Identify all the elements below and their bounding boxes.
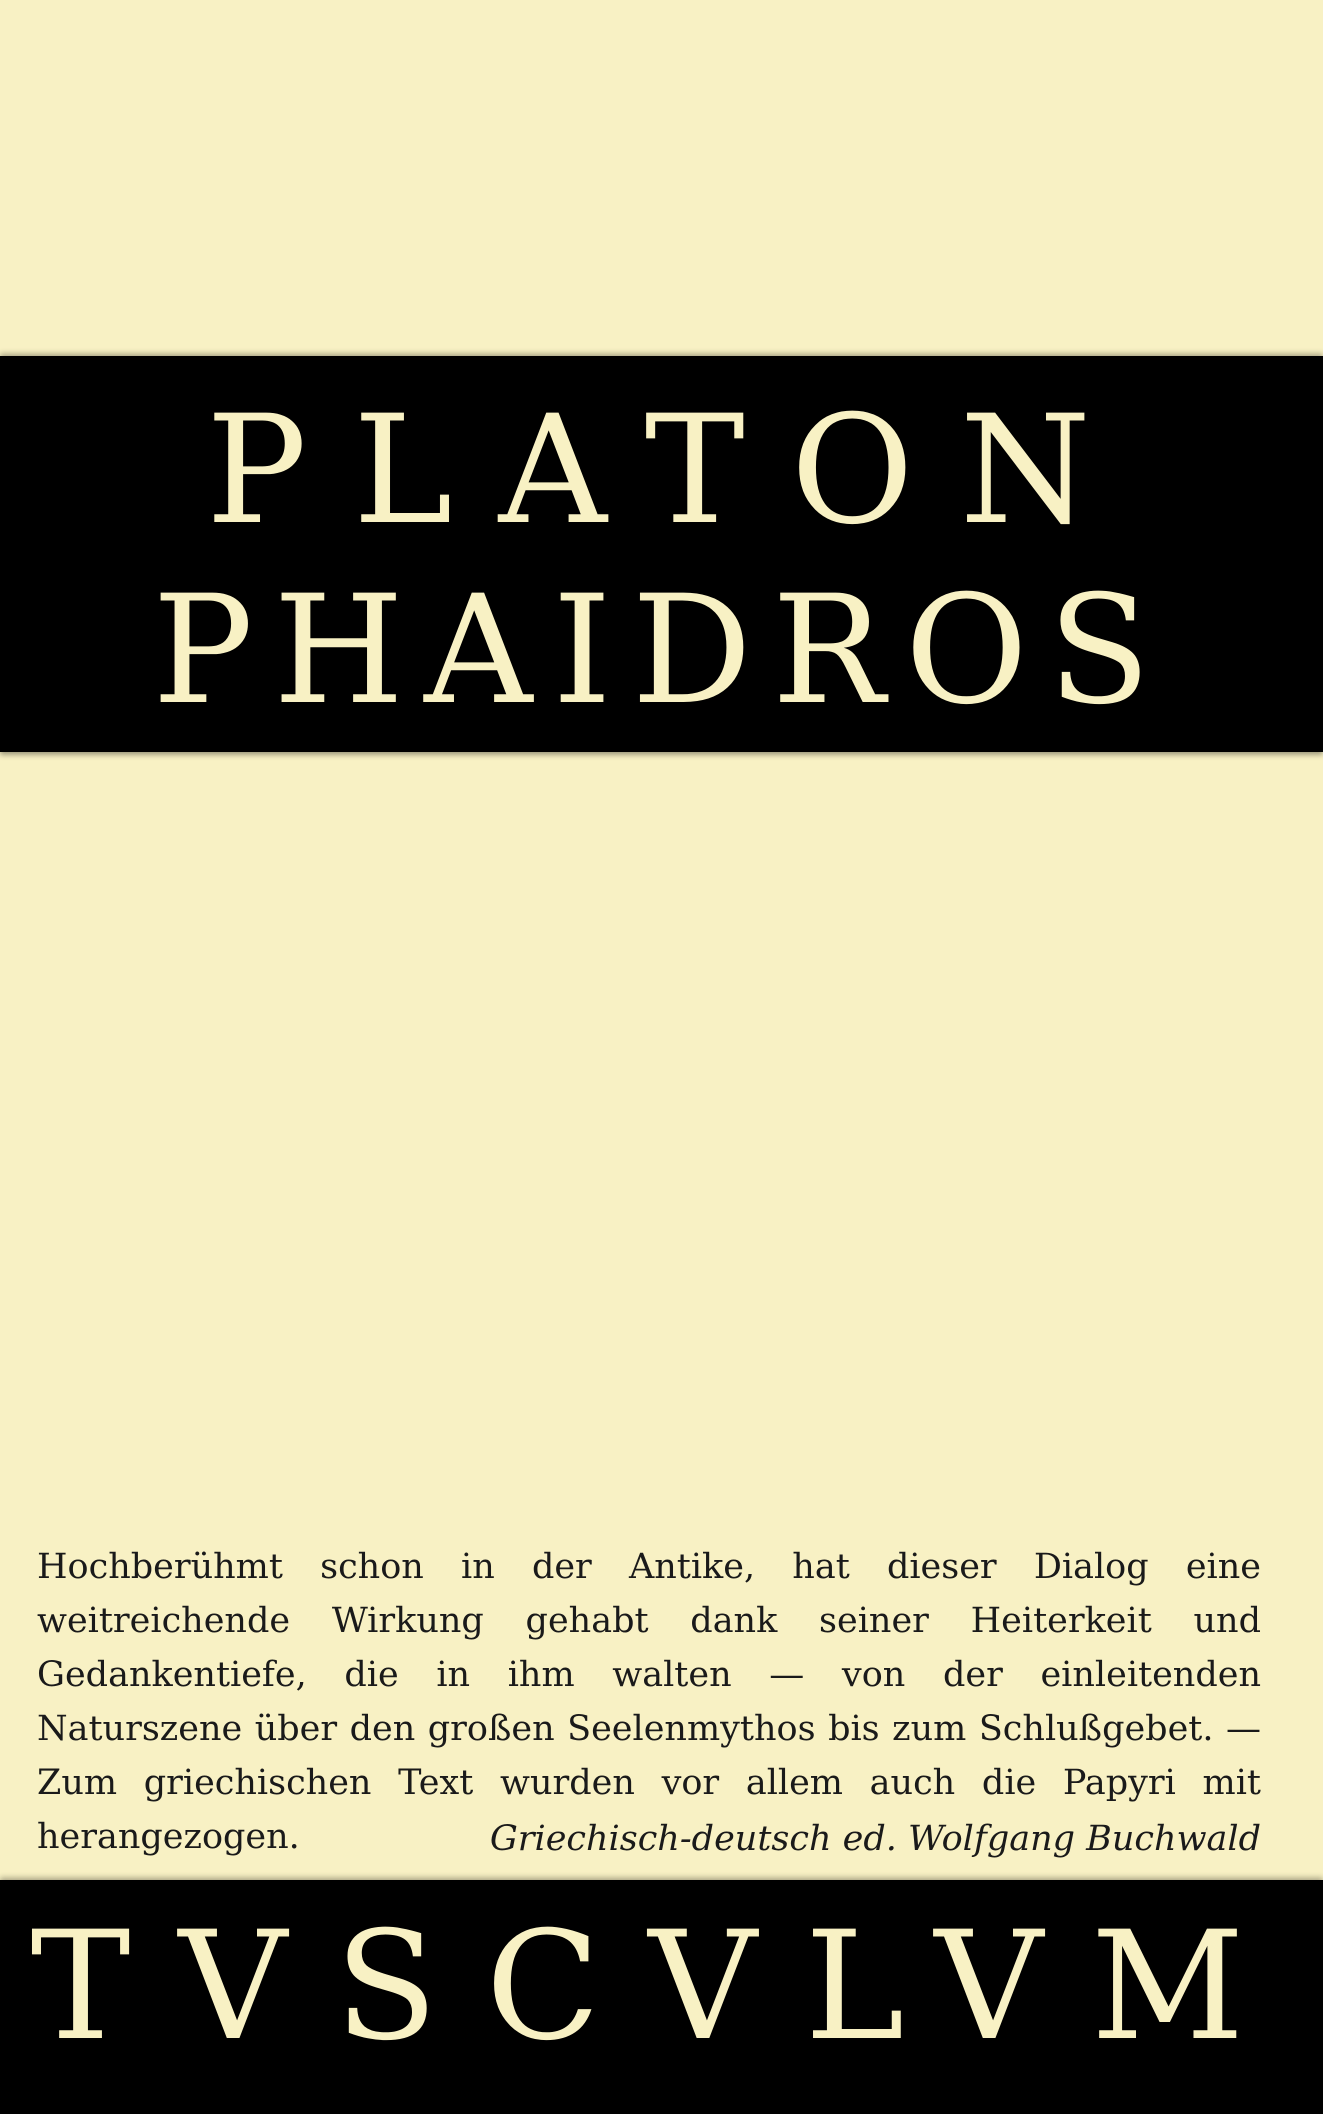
series-name: TVSCVLVM bbox=[30, 1900, 1293, 2074]
blurb-text: Hochberühmt schon in der Antike, hat dieser Dialog eine weitreichende Wirkung gehabt dank seiner Heiterkeit und Gedankentiefe, die in ihm walten — von der einleitenden Naturszene über den großen Seelenmythos bis zum Schlußgebet. — Zum griechischen Text wurden vor allem auch die Papyri mit herangezogen. bbox=[37, 1547, 1261, 1857]
author-name: PLATON bbox=[206, 384, 1137, 558]
book-title: PHAIDROS bbox=[152, 564, 1171, 738]
editor-credit: Griechisch-deutsch ed. Wolfgang Buchwald bbox=[489, 1819, 1261, 1859]
